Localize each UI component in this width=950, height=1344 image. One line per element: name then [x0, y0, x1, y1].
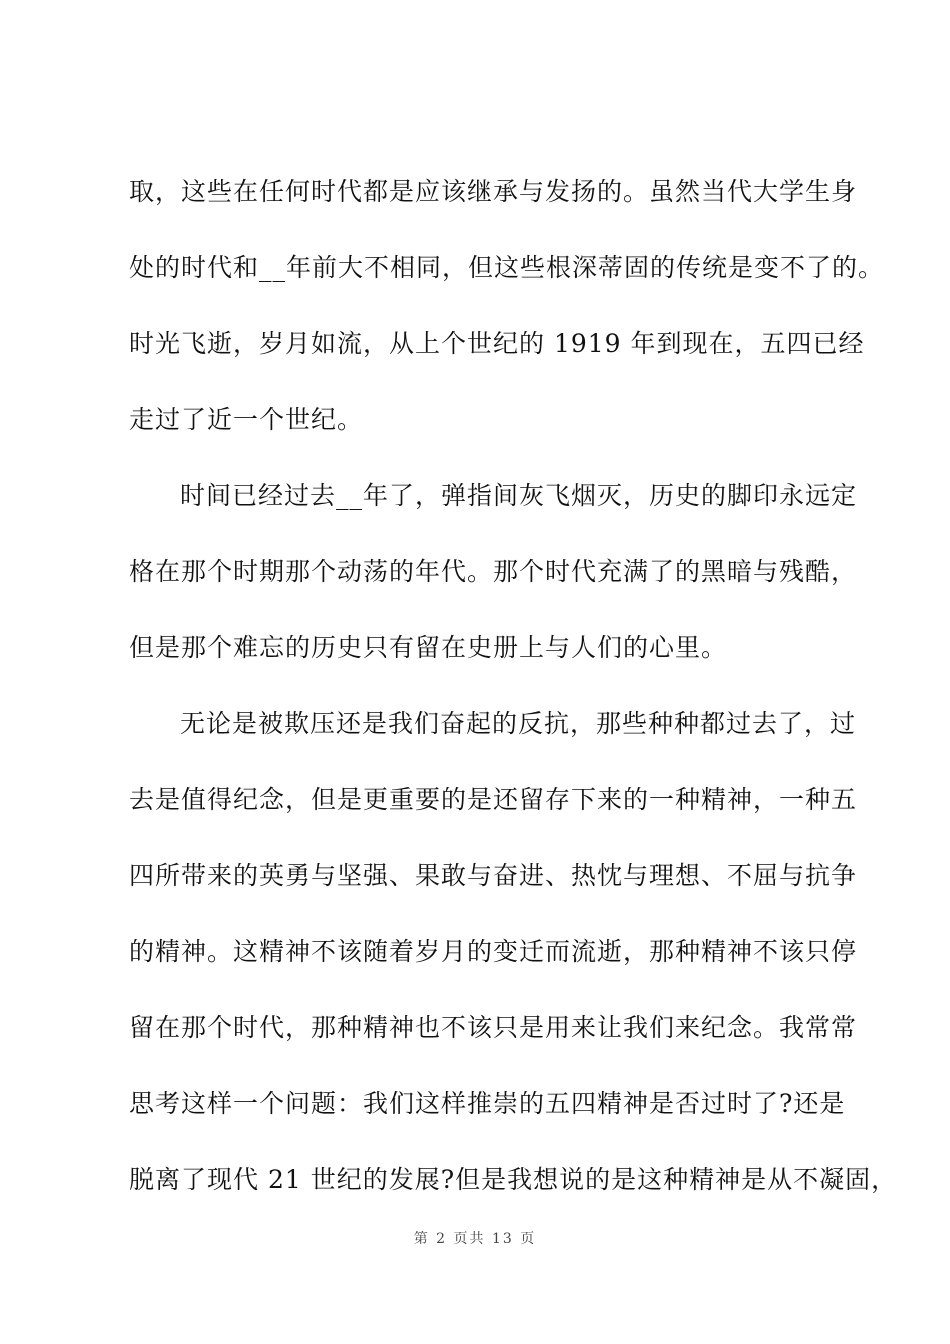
text-line: 的精神。这精神不该随着岁月的变迁而流逝，那种精神不该只停: [129, 937, 858, 966]
text-line: 脱离了现代 21 世纪的发展?但是我想说的是这种精神是从不凝固，: [129, 1165, 898, 1194]
text-line: 时光飞逝，岁月如流，从上个世纪的 1919 年到现在，五四已经: [129, 329, 865, 358]
text-line: 格在那个时期那个动荡的年代。那个时代充满了的黑暗与残酷，: [129, 557, 858, 586]
paragraph-start-line: 无论是被欺压还是我们奋起的反抗，那些种种都过去了，过: [180, 709, 857, 738]
text-line: 处的时代和__年前大不相同，但这些根深蒂固的传统是变不了的。: [129, 253, 885, 282]
text-line: 思考这样一个问题：我们这样推崇的五四精神是否过时了?还是: [129, 1089, 846, 1118]
text-line: 去是值得纪念，但是更重要的是还留存下来的一种精神，一种五: [129, 785, 858, 814]
page-number-footer: 第 2 页共 13 页: [413, 1231, 537, 1247]
text-line: 四所带来的英勇与坚强、果敢与奋进、热忱与理想、不屈与抗争: [129, 861, 858, 890]
paragraph-start-line: 时间已经过去__年了，弹指间灰飞烟灭，历史的脚印永远定: [180, 481, 858, 510]
text-line: 走过了近一个世纪。: [129, 405, 364, 434]
text-line: 取，这些在任何时代都是应该继承与发扬的。虽然当代大学生身: [129, 177, 858, 206]
text-line: 但是那个难忘的历史只有留在史册上与人们的心里。: [129, 633, 728, 662]
text-line: 留在那个时代，那种精神也不该只是用来让我们来纪念。我常常: [129, 1013, 858, 1042]
